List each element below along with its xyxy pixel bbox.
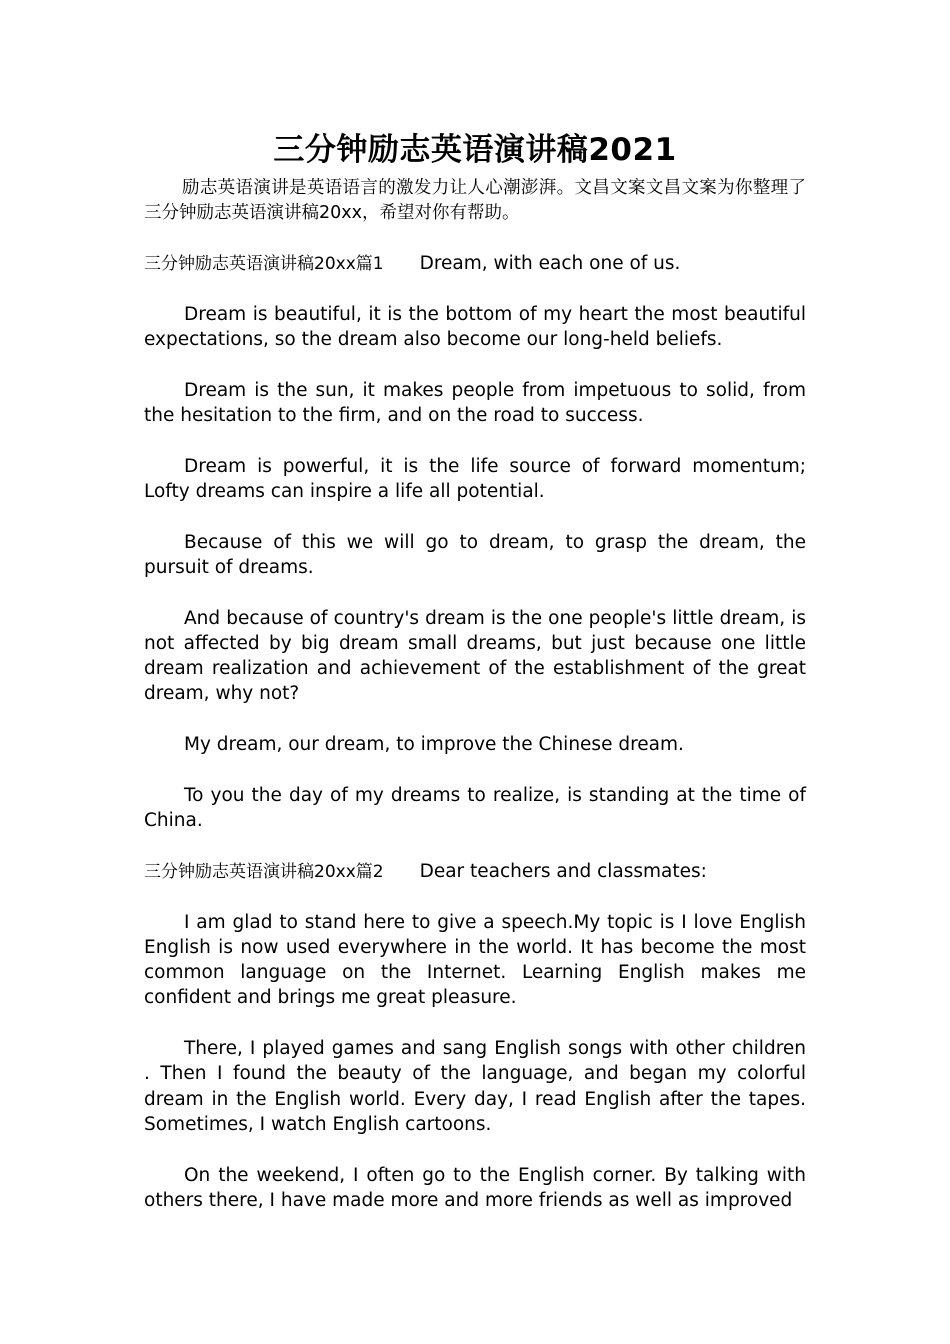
paragraph: My dream, our dream, to improve the Chinese dream.: [184, 734, 684, 756]
document-page: [144, 128, 806, 1238]
paragraph: And because of country's dream is the one people's little dream, is not affected by big dream small dreams, but just because one little dream realization and achievement of the establishment of the great dream, why not?: [144, 607, 806, 705]
document-title: 三分钟励志英语演讲稿2021: [273, 132, 677, 168]
section-2: [144, 859, 806, 1214]
paragraph: On the weekend, I often go to the English corner. By talking with others there, I have made more and more friends as well as improved: [144, 1164, 806, 1211]
section-1: [144, 251, 806, 833]
paragraph: There, I played games and sang English songs with other children . Then I found the beauty of the language, and began my colorful dream in the English world. Every day, I read English after the tapes. Sometimes, I watch English cartoons.: [144, 1038, 806, 1135]
paragraph: I am glad to stand here to give a speech.My topic is I love English English is now used everywhere in the world. It has become the most common language on the Internet. Learning English makes me confident and brings me great pleasure.: [144, 911, 806, 1009]
paragraph: Because of this we will go to dream, to grasp the dream, the pursuit of dreams.: [144, 531, 806, 578]
paragraph: Dream is beautiful, it is the bottom of my heart the most beautiful expectations, so the dream also become our long-held beliefs.: [144, 304, 806, 351]
paragraph: Dream is the sun, it makes people from impetuous to solid, from the hesitation to the firm, and on the road to success.: [144, 379, 806, 427]
intro-paragraph: 励志英语演讲是英语语言的激发力让人心潮澎湃。文昌文案文昌文案为你整理了三分钟励志英语演讲稿20xx，希望对你有帮助。: [144, 178, 806, 223]
paragraph: Dream is powerful, it is the life source of forward momentum; Lofty dreams can inspire a life all potential.: [144, 455, 806, 503]
section-first-line: Dream, with each one of us.: [419, 253, 681, 274]
section-heading: [144, 251, 806, 277]
section-title: 三分钟励志英语演讲稿20xx篇2: [144, 861, 384, 882]
section-title: 三分钟励志英语演讲稿20xx篇1: [144, 254, 384, 274]
paragraph: To you the day of my dreams to realize, is standing at the time of China.: [144, 784, 806, 831]
section-heading: [144, 859, 806, 885]
section-first-line: Dear teachers and classmates:: [419, 860, 707, 882]
